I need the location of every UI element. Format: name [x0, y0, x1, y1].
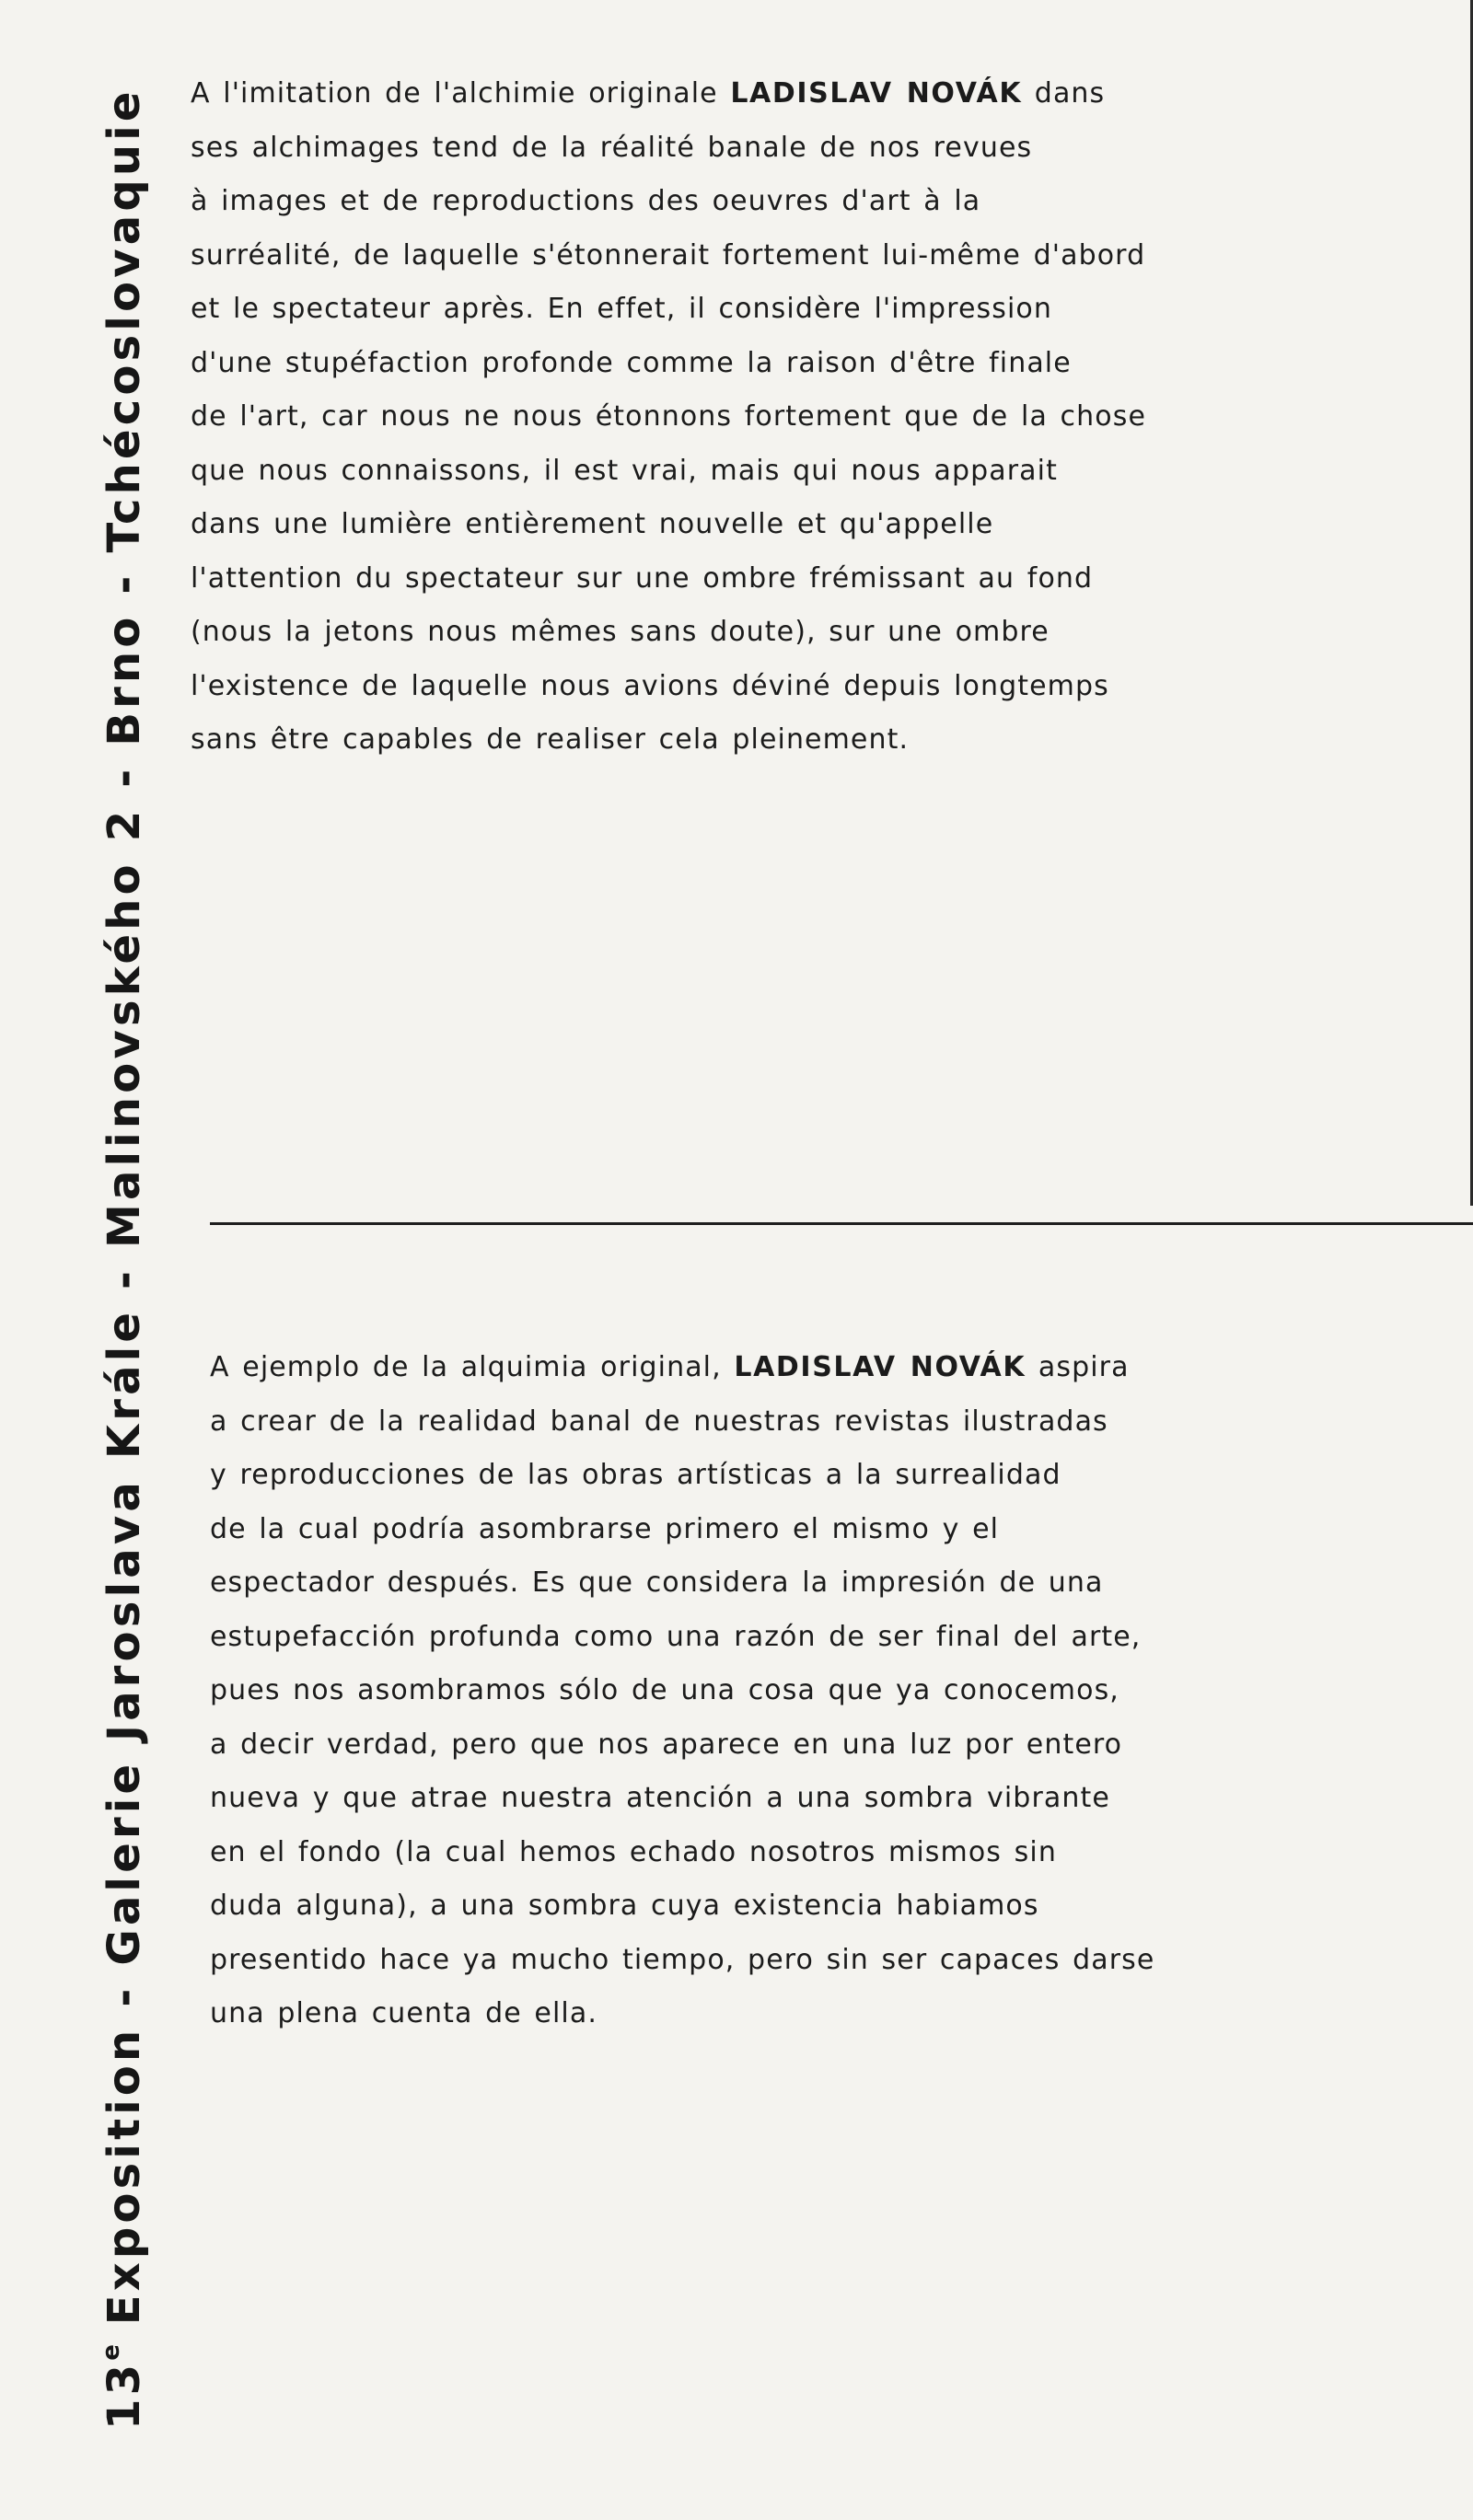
french-line: de l'art, car nous ne nous étonnons fortement que de la chose [191, 400, 1147, 433]
spanish-line: presentido hace ya mucho tiempo, pero sin ser capaces darse [210, 1943, 1155, 1976]
french-line: l'attention du spectateur sur une ombre frémissant au fond [191, 561, 1094, 595]
spanish-line: de la cual podría asombrarse primero el mismo y el [210, 1512, 1000, 1545]
line-text: aspira [1026, 1351, 1130, 1383]
spanish-line: a crear de la realidad banal de nuestras revistas ilustradas [210, 1404, 1108, 1438]
ordinal-suffix: e [98, 2344, 125, 2361]
french-line: (nous la jetons nous mêmes sans doute), sur une ombre [191, 616, 1050, 648]
spanish-line: una plena cuenta de ella. [210, 1997, 597, 2029]
french-line [191, 67, 1146, 121]
french-line: ses alchimages tend de la réalité banale de nos revues [191, 131, 1033, 164]
french-line: dans une lumière entièrement nouvelle et qu'appelle [191, 508, 994, 540]
spanish-line: nueva y que atrae nuestra atención a una sombra vibrante [210, 1782, 1110, 1814]
french-line: sans être capables de realiser cela pleinement. [191, 723, 910, 756]
spanish-line: y reproducciones de las obras artísticas a la surrealidad [210, 1459, 1061, 1491]
french-line: à images et de reproductions des oeuvres d'art à la [191, 185, 981, 217]
french-line: d'une stupéfaction profonde comme la raison d'être finale [191, 346, 1072, 379]
section-divider [210, 1222, 1473, 1225]
spanish-line [210, 1341, 1154, 1395]
line-text: dans [1022, 77, 1106, 110]
line-text: A ejemplo de la alquimia original, [210, 1351, 735, 1383]
spanish-line: a decir verdad, pero que nos aparece en una luz por entero [210, 1728, 1123, 1761]
french-line: l'existence de laquelle nous avions déviné depuis longtemps [191, 669, 1109, 702]
spanish-line: espectador después. Es que considera la impresión de una [210, 1566, 1104, 1599]
exhibition-side-title [98, 55, 150, 2430]
spanish-line: pues nos asombramos sólo de una cosa que ya conocemos, [210, 1674, 1119, 1706]
exhibition-venue: Exposition - Galerie Jaroslava Krále - Malinovského 2 - Brno - Tchécoslovaquie [99, 87, 150, 2345]
artist-name: LADISLAV NOVÁK [734, 1351, 1026, 1383]
line-text: A l'imitation de l'alchimie originale [191, 77, 731, 110]
french-line: que nous connaissons, il est vrai, mais qui nous apparait [191, 454, 1058, 487]
spanish-line: duda alguna), a una sombra cuya existencia habiamos [210, 1890, 1039, 1922]
spanish-line: en el fondo (la cual hemos echado nosotros mismos sin [210, 1835, 1057, 1868]
exhibition-number: 13 [99, 2360, 150, 2430]
french-paragraph [191, 67, 1146, 768]
spanish-line: estupefacción profunda como una razón de ser final del arte, [210, 1620, 1142, 1653]
french-line: surréalité, de laquelle s'étonnerait fortement lui-même d'abord [191, 238, 1146, 272]
spanish-paragraph [210, 1341, 1154, 2041]
french-line: et le spectateur après. En effet, il considère l'impression [191, 293, 1052, 325]
artist-name: LADISLAV NOVÁK [730, 77, 1023, 110]
